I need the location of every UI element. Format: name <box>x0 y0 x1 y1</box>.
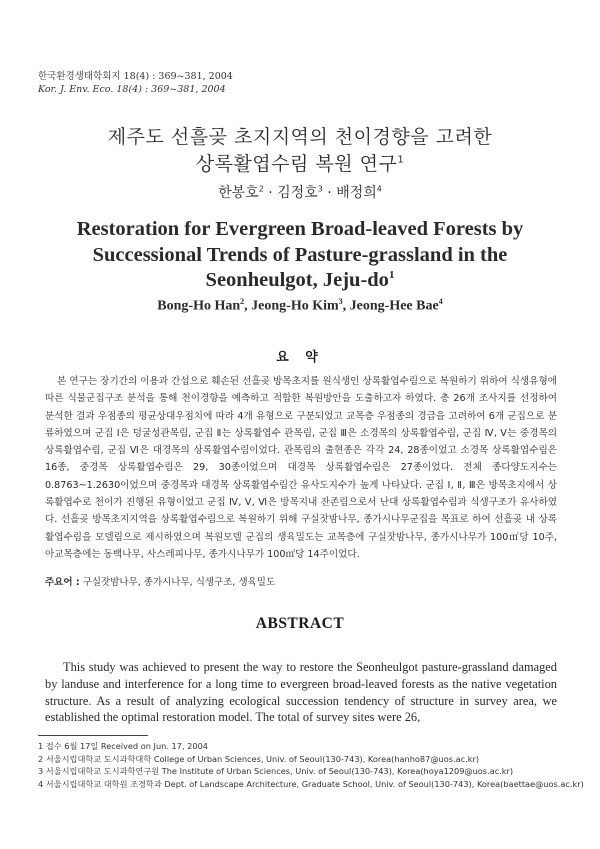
author-kr-2: 김정호 <box>277 185 318 201</box>
author-kr-1-mark: 2 <box>258 184 264 194</box>
title-en-line3-text: Seonheulgot, Jeju-do <box>205 269 389 291</box>
footnotes <box>38 740 584 790</box>
author-separator: , <box>244 298 252 314</box>
authors-en <box>0 297 600 315</box>
title-kr-line2 <box>0 149 600 176</box>
footnote-2: 2 서울시립대학교 도시과학대학 College of Urban Sciences, Univ. of Seoul(130-743), Korea(hanho87@uos.ac.kr) <box>38 753 480 764</box>
author-en-3-mark: 4 <box>438 297 443 306</box>
title-en-line1: Restoration for Evergreen Broad-leaved Forests by <box>76 218 524 240</box>
author-separator: , <box>342 298 350 314</box>
footnote-divider <box>38 735 148 736</box>
abstract-en-heading: ABSTRACT <box>255 615 345 632</box>
author-en-2: Jeong-Ho Kim <box>251 298 339 314</box>
keywords <box>45 574 275 588</box>
title-kr-line1: 제주도 선흘곶 초지지역의 천이경향을 고려한 <box>107 126 493 148</box>
journal-line-kr: 한국환경생태학회지 18(4) : 369~381, 2004 <box>38 71 233 82</box>
author-separator: · <box>263 185 278 201</box>
author-kr-3-mark: 4 <box>376 184 382 194</box>
authors-kr <box>0 182 600 202</box>
footnote-3: 3 서울시립대학교 도시과학연구원 The Institute of Urban Sciences, Univ. of Seoul(130-743), Korea(hoya1209@uos.ac.kr) <box>38 766 514 777</box>
journal-line-en: Kor. J. Env. Eco. 18(4) : 369~381, 2004 <box>38 84 226 95</box>
title-en-line2: Successional Trends of Pasture-grassland in the <box>92 244 508 266</box>
author-kr-3: 배정희 <box>336 185 377 201</box>
title-en-line3 <box>0 269 600 292</box>
abstract-kr-body: 본 연구는 장기간의 이용과 간섭으로 훼손된 선흘곶 방목초지를 원식생인 상록활엽수림으로 복원하기 위하여 식생유형에 따른 식물군집구조 분석을 통해 천이경향을 예측하고 적합한 복원방안을 도출하고자 하였다. 총 26개 조사지를 선정하여 분석한 결과 우점종의 평균상대우점치에 따라 4개 유형으로 구분되었고 교목층 우점종의 경급을 고려하여 6개 군집으로 분류하였으며 군집 Ⅰ은 덩굴성관목림, 군집 Ⅱ는 상록활엽수 관목림, 군집 Ⅲ은 소경목의 상록활엽수림, 군집 Ⅳ, Ⅴ는 중경목의 상록활엽수림, 군집 Ⅵ은 대경목의 상록활엽수림이었다. 관목림의 출현종은 각각 24, 28종이었고 소경목 상록활엽수림은 16종, 중경목 상록활엽수림은 29, 30종이었으며 대경목 상록활엽수림은 27종이었다. 전체 종다양도지수는 0.8763~1.2630이었으며 중경목과 대경목 상록활엽수림간 유사도지수가 높게 나타났다. 군집 Ⅰ, Ⅱ, Ⅲ은 방목초지에서 상록활엽수로 천이가 진행된 유형이었고 군집 Ⅳ, Ⅴ, Ⅵ은 방목지내 잔존림으로서 난대 상록활엽수림과 식생구조가 유사하였다. 선흘곶 방목초지지역을 상록활엽수림으로 복원하기 위해 구실잣밤나무, 종가시나무군집을 목표로 하여 선흘곶 내 상록활엽수림을 모델림으로 제시하였으며 복원모델 군집의 생육밀도는 교목층에 구실잣밤나무, 종가시나무가 100㎡당 10주, 아교목층에는 동백나무, 사스레피나무, 종가시나무가 100㎡당 14주이었다. <box>45 376 558 560</box>
abstract-en-body: This study was achieved to present the way to restore the Seonheulgot pasture-grassland damaged by landuse and interference for a long time to evergreen broad-leaved forests as the native vegetation structure. As a result of analyzing ecological succession tendency of structure in survey area, we established the optimal restoration model. The total of survey sites were 26, <box>45 660 557 725</box>
keywords-text: 구실잣밤나무, 종가시나무, 식생구조, 생육밀도 <box>82 577 276 588</box>
abstract-kr-heading: 요 약 <box>276 350 324 365</box>
author-en-2-mark: 3 <box>338 297 343 306</box>
keywords-label: 주요어 : <box>45 577 80 588</box>
author-kr-2-mark: 3 <box>317 184 323 194</box>
author-en-3: Jeong-Hee Bae <box>349 298 439 314</box>
title-kr-footnote-mark: 1 <box>397 154 405 166</box>
author-en-1: Bong-Ho Han <box>157 298 241 314</box>
author-separator: · <box>322 185 337 201</box>
title-kr-line2-text: 상록활엽수림 복원 연구 <box>195 153 398 175</box>
author-en-1-mark: 2 <box>240 297 245 306</box>
journal-header <box>38 70 233 96</box>
title-en-footnote-mark: 1 <box>388 269 395 282</box>
footnote-1: 1 접수 6월 17일 Received on Jun. 17, 2004 <box>38 741 208 751</box>
footnote-4: 4 서울시립대학교 대학원 조경학과 Dept. of Landscape Architecture, Graduate School, Univ. of Seoul(130-743), Korea(baettae@uos.ac.kr) <box>38 778 584 789</box>
author-kr-1: 한봉호 <box>218 185 259 201</box>
